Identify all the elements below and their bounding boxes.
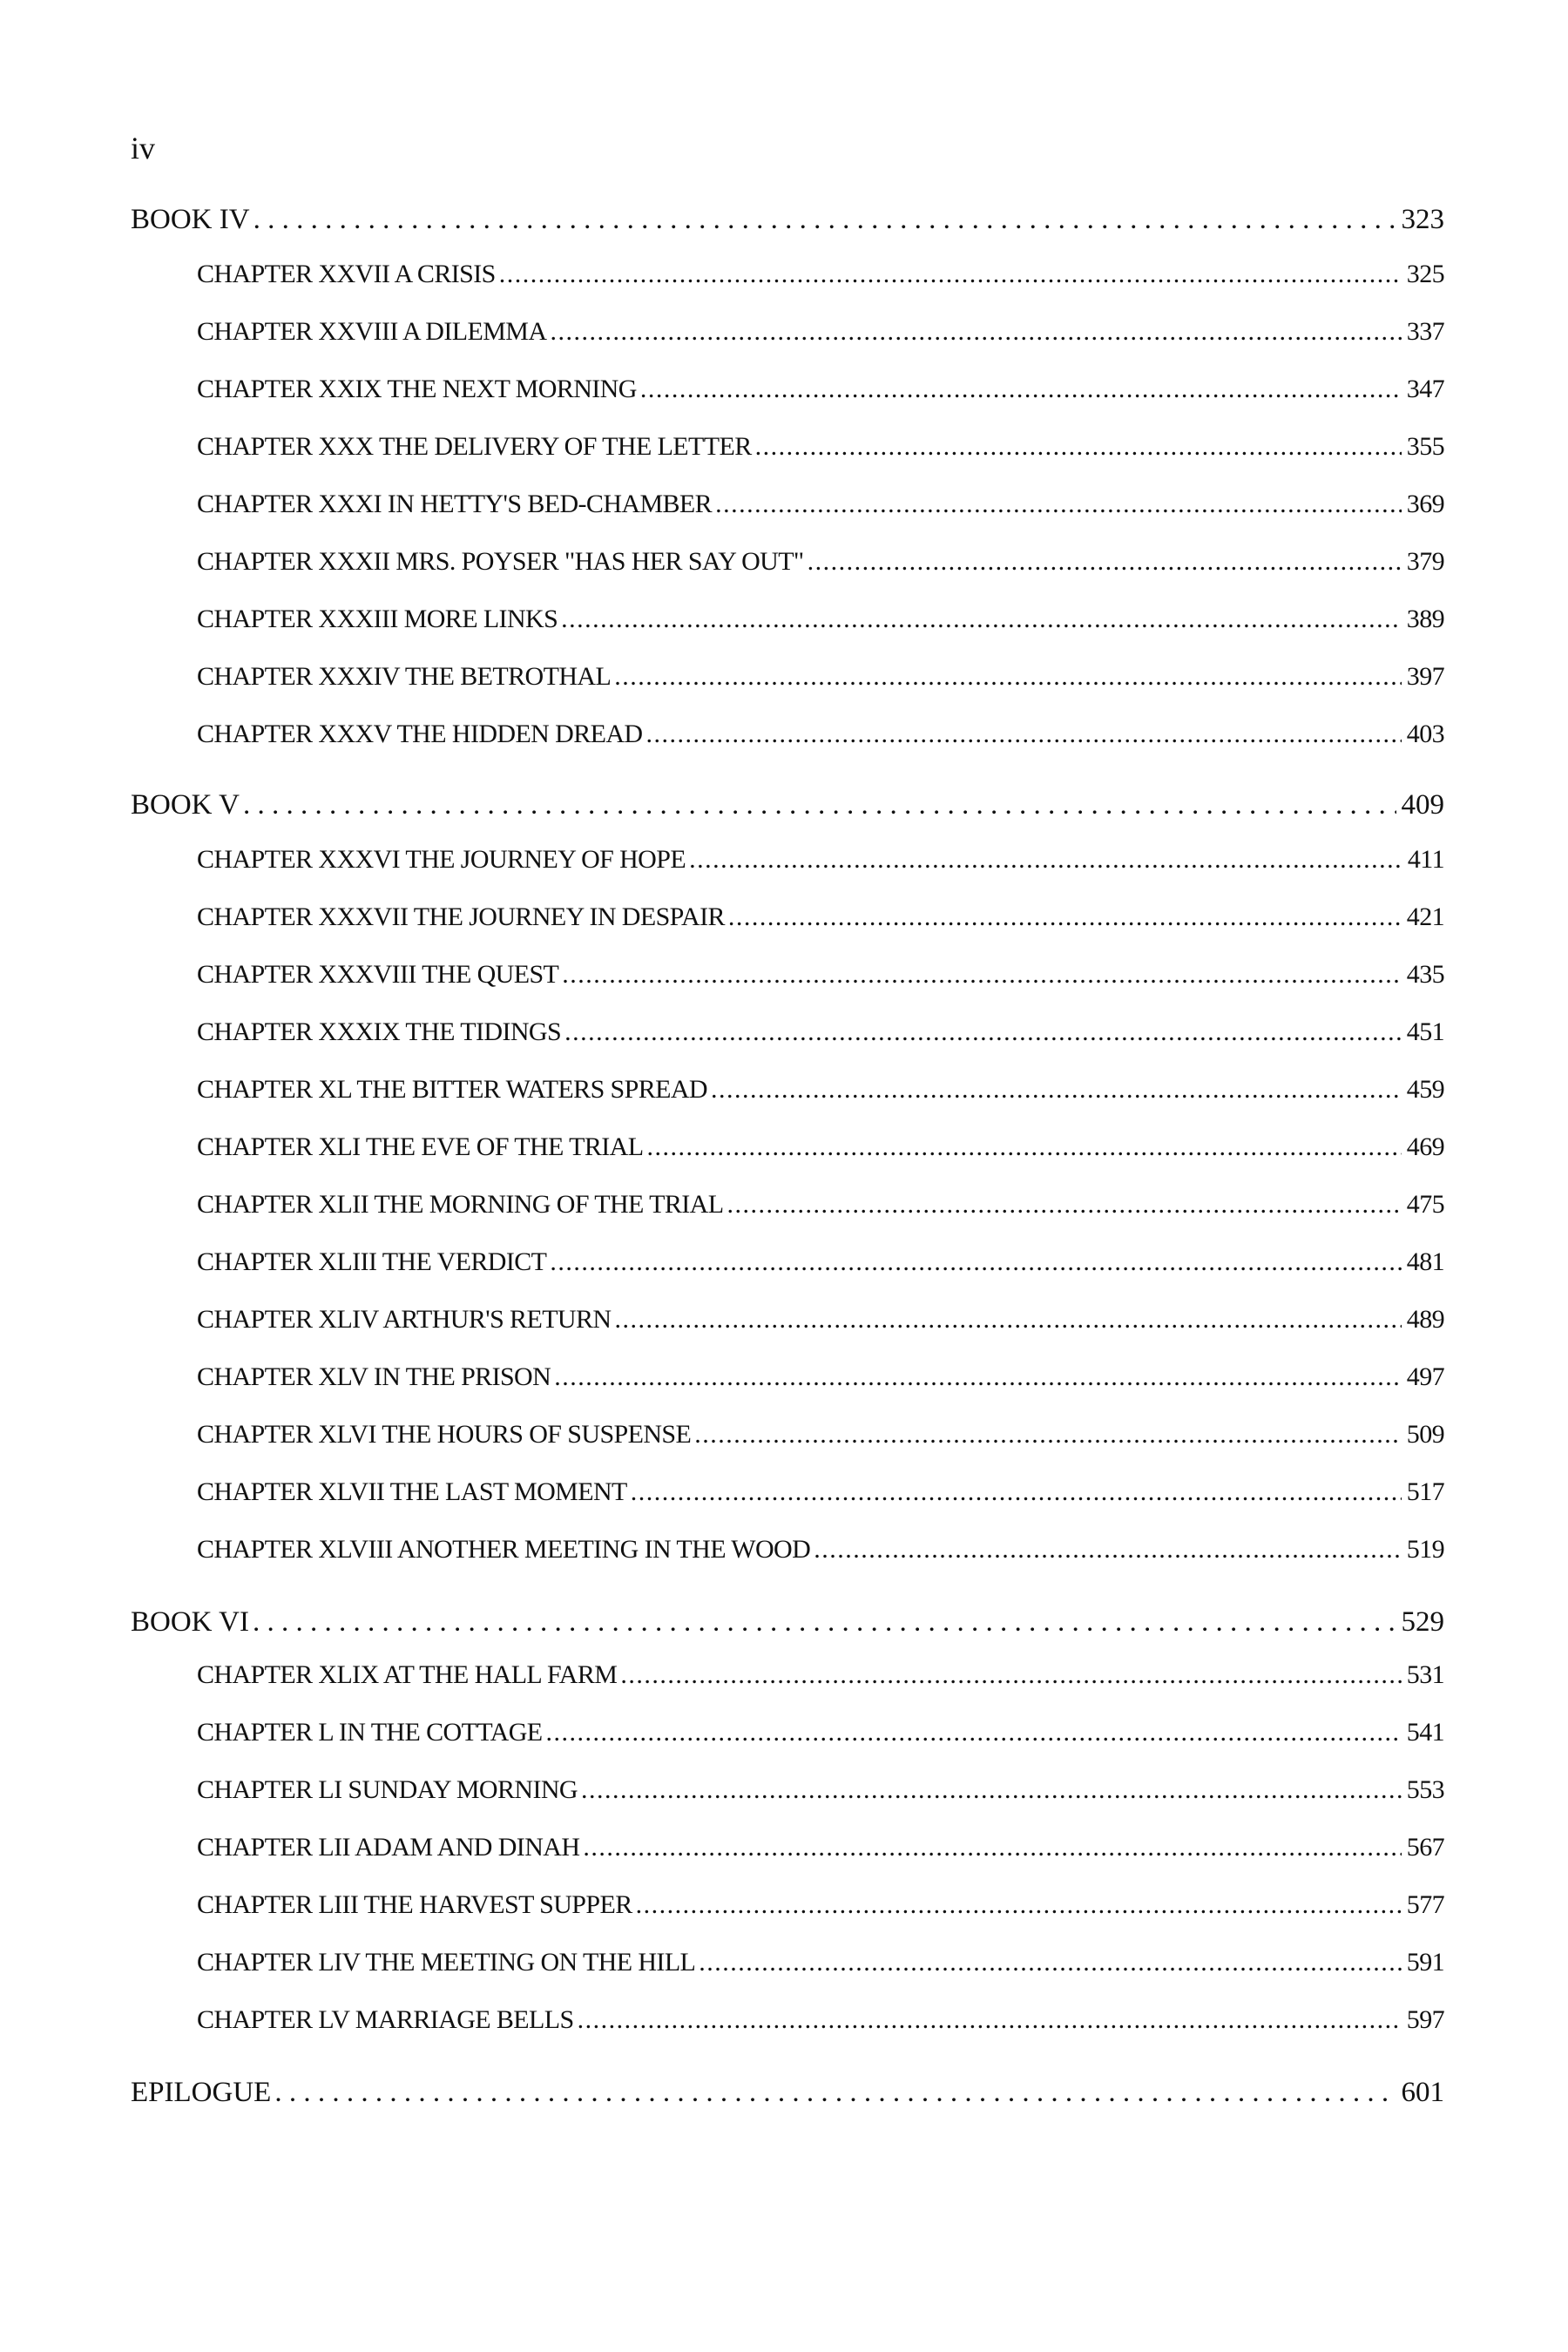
toc-entry-title: CHAPTER LIII THE HARVEST SUPPER <box>197 1890 632 1919</box>
dot-leader <box>689 845 1402 875</box>
dot-leader <box>581 1775 1402 1805</box>
toc-entry-title: CHAPTER XLVIII ANOTHER MEETING IN THE WOOD <box>197 1535 811 1564</box>
page-number: iv <box>131 131 156 166</box>
dot-leader <box>578 2005 1402 2035</box>
toc-entry-title: CHAPTER XXXVI THE JOURNEY OF HOPE <box>197 845 686 874</box>
toc-chapter-entry <box>197 260 1444 293</box>
toc-chapter-entry <box>197 1132 1444 1166</box>
toc-entry-title: CHAPTER LIV THE MEETING ON THE HILL <box>197 1948 696 1977</box>
dot-leader <box>694 1420 1402 1450</box>
toc-entry-page-number: 403 <box>1406 720 1444 748</box>
toc-chapter-entry <box>197 432 1444 465</box>
toc-entry-title: CHAPTER XL THE BITTER WATERS SPREAD <box>197 1075 707 1104</box>
toc-entry-title: CHAPTER XLIII THE VERDICT <box>197 1247 547 1276</box>
toc-entry-title: BOOK IV <box>131 204 250 235</box>
toc-chapter-entry <box>197 1718 1444 1751</box>
toc-entry-page-number: 369 <box>1406 490 1444 518</box>
toc-entry-page-number: 529 <box>1401 1606 1444 1638</box>
toc-chapter-entry <box>197 317 1444 350</box>
toc-entry-page-number: 355 <box>1406 432 1444 461</box>
toc-entry-title: CHAPTER XXX THE DELIVERY OF THE LETTER <box>197 432 752 461</box>
toc-entry-page-number: 489 <box>1406 1305 1444 1334</box>
toc-entry-page-number: 541 <box>1406 1718 1444 1747</box>
toc-entry-page-number: 553 <box>1406 1775 1444 1804</box>
dot-leader <box>728 902 1402 932</box>
dot-leader <box>554 1362 1402 1392</box>
toc-entry-title: CHAPTER XLVII THE LAST MOMENT <box>197 1477 627 1506</box>
dot-leader <box>636 1890 1402 1920</box>
toc-entry-title: CHAPTER XXXII MRS. POYSER "HAS HER SAY OUT" <box>197 547 804 576</box>
toc-entry-title: CHAPTER L IN THE COTTAGE <box>197 1718 543 1747</box>
toc-chapter-entry <box>197 1535 1444 1568</box>
toc-chapter-entry <box>197 1362 1444 1396</box>
dot-leader <box>562 960 1402 990</box>
dot-leader <box>614 1305 1401 1335</box>
dot-leader <box>620 1660 1401 1690</box>
toc-book-entry <box>131 2077 1444 2112</box>
toc-entry-page-number: 597 <box>1406 2005 1444 2034</box>
toc-chapter-entry <box>197 1660 1444 1693</box>
toc-chapter-entry <box>197 1948 1444 1981</box>
toc-chapter-entry <box>197 375 1444 408</box>
toc-chapter-entry <box>197 1833 1444 1866</box>
dot-leader <box>546 1718 1402 1747</box>
toc-chapter-entry <box>197 1017 1444 1051</box>
toc-entry-title: CHAPTER XLIX AT THE HALL FARM <box>197 1660 618 1689</box>
dot-leader <box>583 1833 1401 1862</box>
dot-leader <box>550 1247 1401 1277</box>
toc-chapter-entry <box>197 662 1444 695</box>
toc-entry-page-number: 435 <box>1406 960 1444 989</box>
toc-chapter-entry <box>197 1305 1444 1338</box>
toc-entry-title: CHAPTER XLII THE MORNING OF THE TRIAL <box>197 1190 724 1219</box>
toc-chapter-entry <box>197 1890 1444 1923</box>
toc-entry-page-number: 325 <box>1406 260 1444 288</box>
toc-entry-page-number: 397 <box>1406 662 1444 691</box>
toc-entry-title: CHAPTER XXXVIII THE QUEST <box>197 960 559 989</box>
toc-entry-title: CHAPTER XXXIX THE TIDINGS <box>197 1017 562 1046</box>
dot-leader <box>755 432 1402 462</box>
dot-leader <box>564 1017 1402 1047</box>
toc-entry-page-number: 379 <box>1406 547 1444 576</box>
dot-leader <box>699 1948 1402 1977</box>
toc-entry-title: CHAPTER LII ADAM AND DINAH <box>197 1833 580 1862</box>
dot-leader <box>727 1190 1401 1220</box>
toc-entry-page-number: 567 <box>1406 1833 1444 1862</box>
toc-entry-title: CHAPTER LV MARRIAGE BELLS <box>197 2005 574 2034</box>
toc-chapter-entry <box>197 845 1444 878</box>
dot-leader <box>499 260 1402 289</box>
toc-entry-title: BOOK V <box>131 789 240 821</box>
dot-leader <box>631 1477 1402 1507</box>
toc-chapter-entry <box>197 902 1444 936</box>
toc-entry-page-number: 451 <box>1406 1017 1444 1046</box>
dot-leader <box>253 204 1396 236</box>
toc-chapter-entry <box>197 1247 1444 1281</box>
toc-entry-title: CHAPTER XLIV ARTHUR'S RETURN <box>197 1305 612 1334</box>
toc-chapter-entry <box>197 547 1444 580</box>
toc-entry-page-number: 475 <box>1406 1190 1444 1219</box>
toc-chapter-entry <box>197 1075 1444 1108</box>
dot-leader <box>550 317 1401 347</box>
toc-entry-page-number: 577 <box>1406 1890 1444 1919</box>
toc-chapter-entry <box>197 1190 1444 1223</box>
dot-leader <box>640 375 1402 404</box>
toc-entry-page-number: 531 <box>1406 1660 1444 1689</box>
toc-entry-title: CHAPTER XXVII A CRISIS <box>197 260 496 288</box>
toc-entry-title: CHAPTER LI SUNDAY MORNING <box>197 1775 578 1804</box>
dot-leader <box>274 2077 1396 2109</box>
toc-entry-title: CHAPTER XLI THE EVE OF THE TRIAL <box>197 1132 644 1161</box>
toc-chapter-entry <box>197 1420 1444 1453</box>
toc-entry-page-number: 389 <box>1406 605 1444 633</box>
toc-entry-page-number: 411 <box>1407 845 1444 874</box>
toc-entry-title: CHAPTER XXXIII MORE LINKS <box>197 605 558 633</box>
toc-entry-page-number: 601 <box>1401 2077 1444 2108</box>
toc-entry-page-number: 469 <box>1406 1132 1444 1161</box>
dot-leader <box>561 605 1402 634</box>
toc-chapter-entry <box>197 960 1444 993</box>
toc-chapter-entry <box>197 2005 1444 2038</box>
toc-entry-page-number: 337 <box>1406 317 1444 346</box>
dot-leader <box>253 1606 1396 1639</box>
toc-entry-page-number: 323 <box>1401 204 1444 235</box>
dot-leader <box>614 662 1402 692</box>
toc-book-entry <box>131 204 1444 239</box>
toc-entry-page-number: 481 <box>1406 1247 1444 1276</box>
dot-leader <box>646 1132 1401 1162</box>
toc-chapter-entry <box>197 1477 1444 1511</box>
toc-entry-page-number: 409 <box>1401 789 1444 821</box>
toc-entry-title: CHAPTER XXXIV THE BETROTHAL <box>197 662 612 691</box>
toc-entry-title: CHAPTER XXVIII A DILEMMA <box>197 317 547 346</box>
toc-chapter-entry <box>197 605 1444 638</box>
toc-entry-page-number: 459 <box>1406 1075 1444 1104</box>
toc-entry-page-number: 519 <box>1406 1535 1444 1564</box>
toc-entry-page-number: 591 <box>1406 1948 1444 1977</box>
dot-leader <box>711 1075 1402 1105</box>
dot-leader <box>645 720 1401 749</box>
toc-entry-title: CHAPTER XXXI IN HETTY'S BED-CHAMBER <box>197 490 713 518</box>
toc-book-entry <box>131 1606 1444 1641</box>
toc-entry-page-number: 497 <box>1406 1362 1444 1391</box>
toc-entry-title: CHAPTER XXIX THE NEXT MORNING <box>197 375 637 403</box>
toc-entry-title: CHAPTER XLV IN THE PRISON <box>197 1362 551 1391</box>
toc-entry-page-number: 421 <box>1406 902 1444 931</box>
toc-entry-title: CHAPTER XLVI THE HOURS OF SUSPENSE <box>197 1420 692 1449</box>
toc-chapter-entry <box>197 720 1444 753</box>
toc-chapter-entry <box>197 490 1444 523</box>
toc-entry-title: CHAPTER XXXV THE HIDDEN DREAD <box>197 720 643 748</box>
dot-leader <box>715 490 1402 519</box>
toc-entry-page-number: 347 <box>1406 375 1444 403</box>
dot-leader <box>243 789 1396 821</box>
dot-leader <box>814 1535 1402 1565</box>
toc-book-entry <box>131 789 1444 824</box>
toc-chapter-entry <box>197 1775 1444 1808</box>
dot-leader <box>808 547 1402 577</box>
toc-entry-title: BOOK VI <box>131 1606 249 1638</box>
toc-entry-page-number: 517 <box>1406 1477 1444 1506</box>
toc-entry-title: EPILOGUE <box>131 2077 272 2108</box>
toc-entry-title: CHAPTER XXXVII THE JOURNEY IN DESPAIR <box>197 902 725 931</box>
toc-entry-page-number: 509 <box>1406 1420 1444 1449</box>
